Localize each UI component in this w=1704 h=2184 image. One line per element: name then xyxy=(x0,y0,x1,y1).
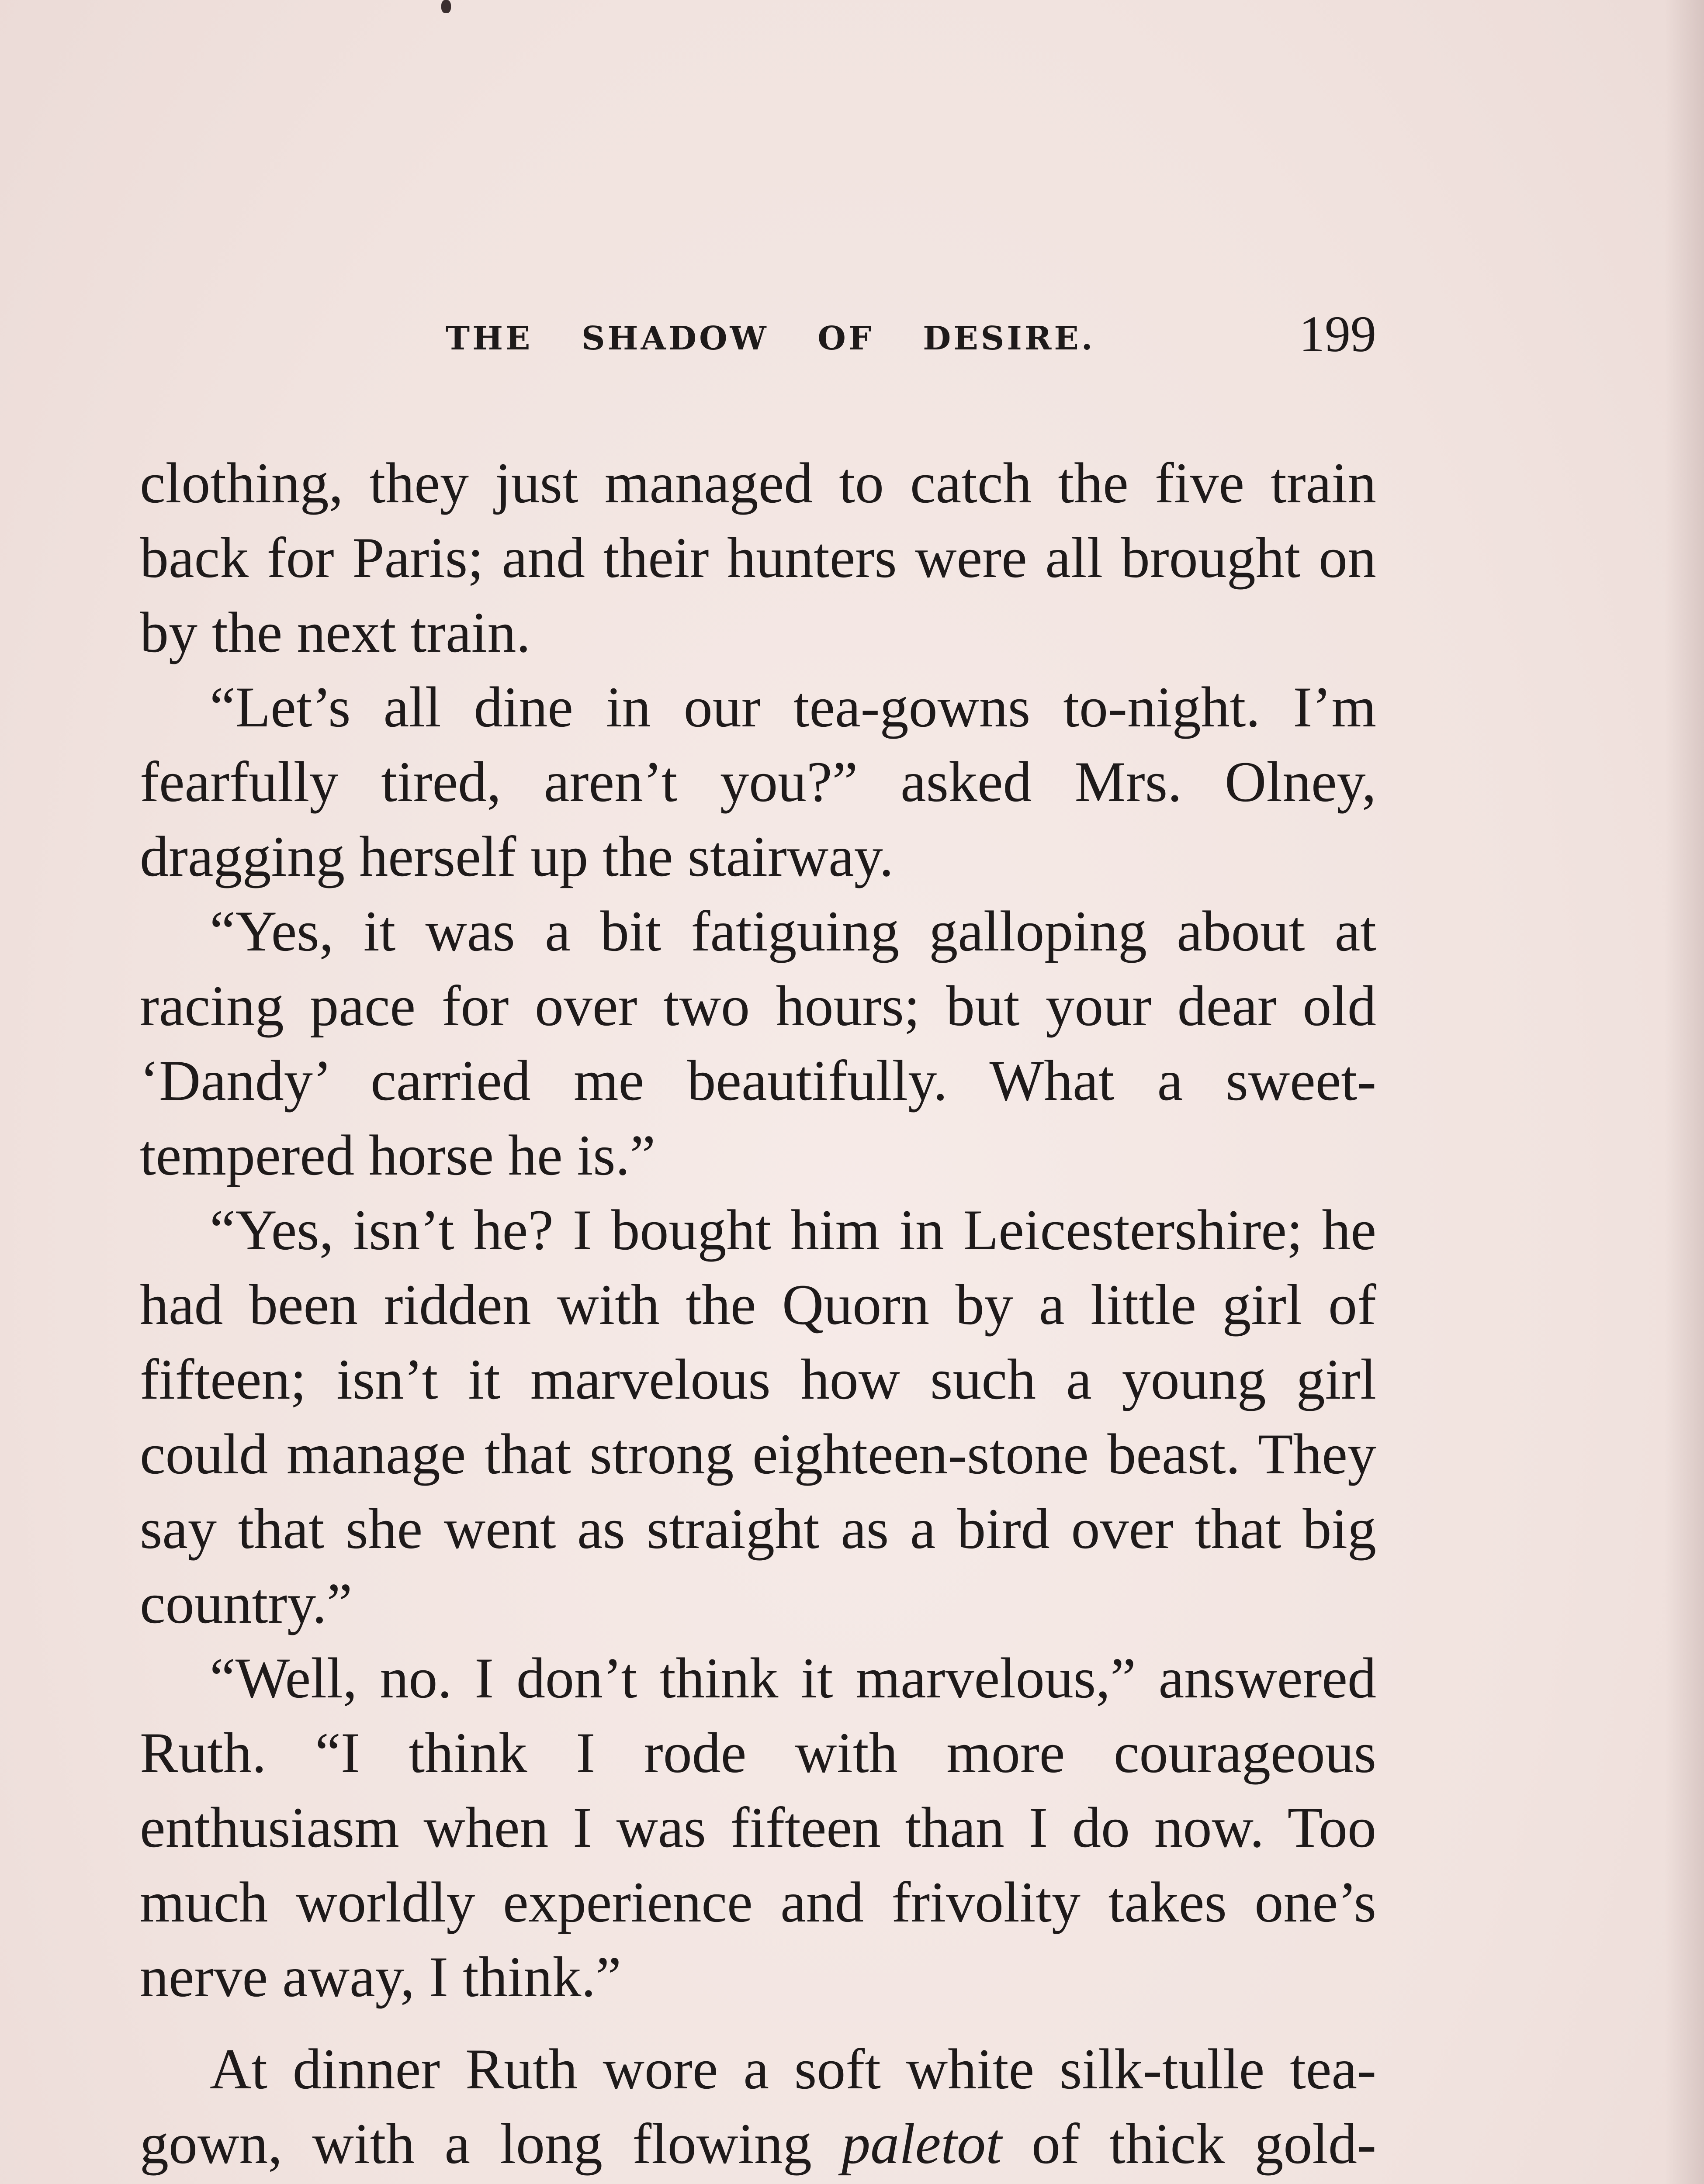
paragraph-6-text-2: of thick gold- xyxy=(1031,2111,1376,2176)
running-head: THE SHADOW OF DESIRE. xyxy=(446,320,1095,357)
page-number: 199 xyxy=(1299,305,1376,363)
page-edge-shadow xyxy=(1665,0,1704,2184)
paragraph-5: “Well, no. I don’t think it marvelous,” answered Ruth. “I think I rode with more courageous enthusiasm when I was fifteen than I do now. Too much worldly experience and frivolity takes one’s nerve away, I think.” xyxy=(140,1646,1376,2009)
italic-paletot: paletot xyxy=(842,2111,1002,2176)
paragraph-1: clothing, they just managed to catch the five train back for Paris; and their hunters were all brought on by the next train. xyxy=(140,451,1376,664)
ink-speck xyxy=(441,0,451,13)
paragraph-3: “Yes, it was a bit fatiguing galloping about at racing pace for over two hours; but your dear old ‘Dandy’ carried me beautifully. What a sweet-tempered horse he is.” xyxy=(140,899,1376,1187)
paragraph-4: “Yes, isn’t he? I bought him in Leicestershire; he had been ridden with the Quorn by a little girl of fifteen; isn’t it marvelous how such a young girl could manage that strong eighteen-stone beast. They say that she went as straight as a bird over that big country.” xyxy=(140,1198,1376,1635)
paragraph-6 xyxy=(140,2032,1376,2184)
paragraph-2: “Let’s all dine in our tea-gowns to-night. I’m fearfully tired, aren’t you?” asked Mrs. Olney, dragging herself up the stairway. xyxy=(140,675,1376,888)
body-text xyxy=(140,446,1376,2184)
page-header xyxy=(140,306,1376,371)
paragraph-6-text-1: At dinner Ruth wore a soft white silk-tulle tea-gown, with a long flowing xyxy=(140,2037,1376,2176)
